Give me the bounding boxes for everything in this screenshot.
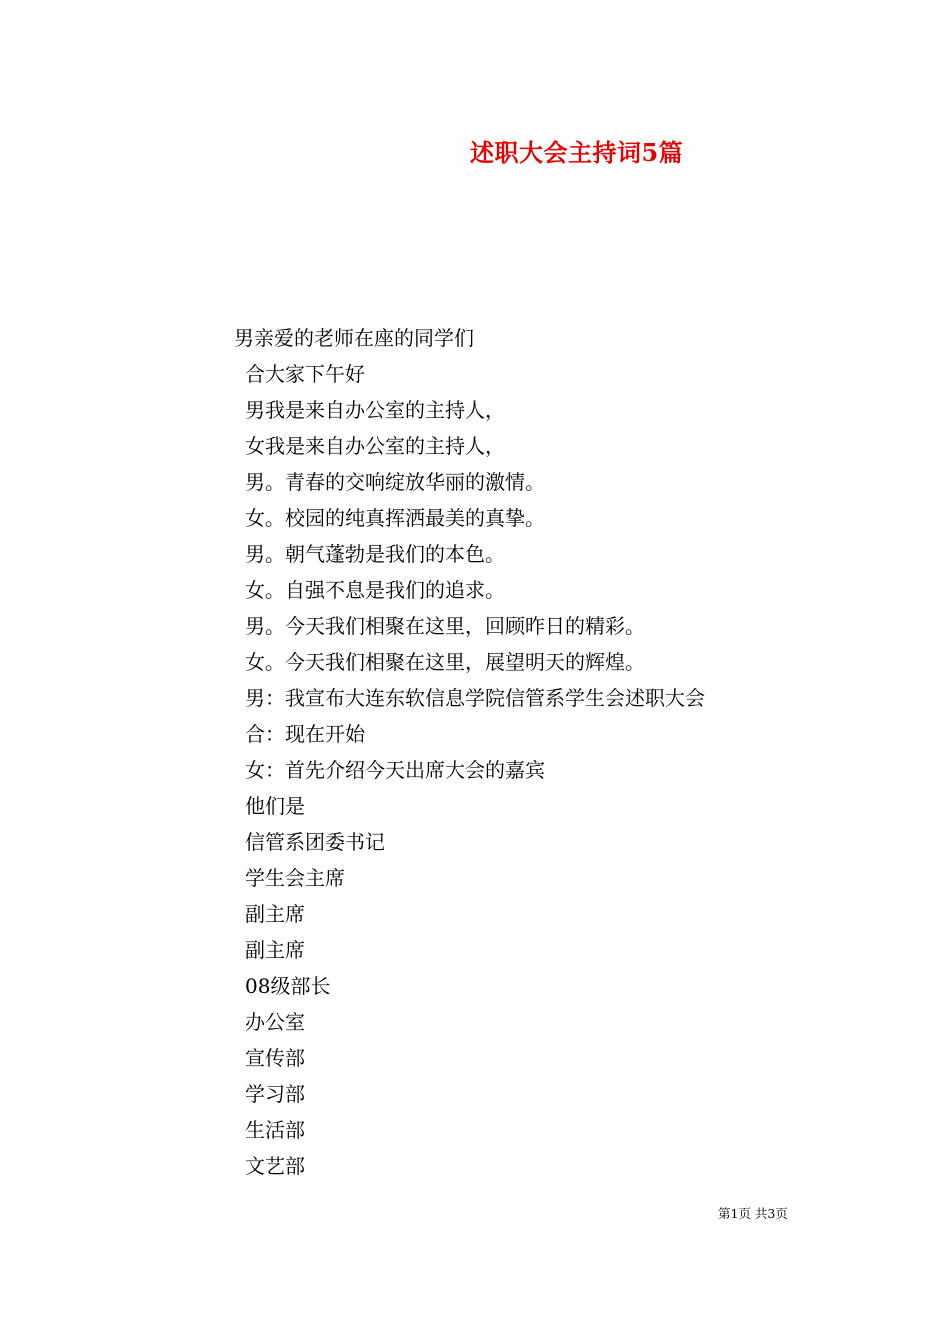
- body-line: 女。校园的纯真挥洒最美的真挚。: [245, 506, 545, 530]
- document-title: 述职大会主持词5篇: [470, 138, 684, 167]
- body-line: 宣传部: [245, 1046, 305, 1070]
- body-line: 学生会主席: [245, 866, 345, 890]
- page-number: 第1页 共3页: [718, 1206, 788, 1221]
- body-line: 女我是来自办公室的主持人，: [245, 434, 505, 458]
- body-line: 男我是来自办公室的主持人，: [245, 398, 505, 422]
- body-line: 生活部: [245, 1118, 305, 1142]
- body-line: 女。今天我们相聚在这里，展望明天的辉煌。: [245, 650, 645, 674]
- body-line: 文艺部: [245, 1154, 305, 1178]
- body-line: 08级部长: [245, 974, 331, 998]
- body-line: 学习部: [245, 1082, 305, 1106]
- body-line: 副主席: [245, 938, 305, 962]
- body-line: 信管系团委书记: [245, 830, 385, 854]
- body-line: 男。今天我们相聚在这里，回顾昨日的精彩。: [245, 614, 645, 638]
- body-line: 合：现在开始: [245, 722, 365, 746]
- body-line: 男亲爱的老师在座的同学们: [234, 326, 474, 350]
- body-line: 他们是: [245, 794, 305, 818]
- body-line: 女。自强不息是我们的追求。: [245, 578, 505, 602]
- body-line: 合大家下午好: [245, 362, 365, 386]
- body-line: 男。青春的交响绽放华丽的激情。: [245, 470, 545, 494]
- body-line: 男：我宣布大连东软信息学院信管系学生会述职大会: [245, 686, 705, 710]
- body-line: 办公室: [245, 1010, 305, 1034]
- body-line: 男。朝气蓬勃是我们的本色。: [245, 542, 505, 566]
- body-line: 副主席: [245, 902, 305, 926]
- body-line: 女：首先介绍今天出席大会的嘉宾: [245, 758, 545, 782]
